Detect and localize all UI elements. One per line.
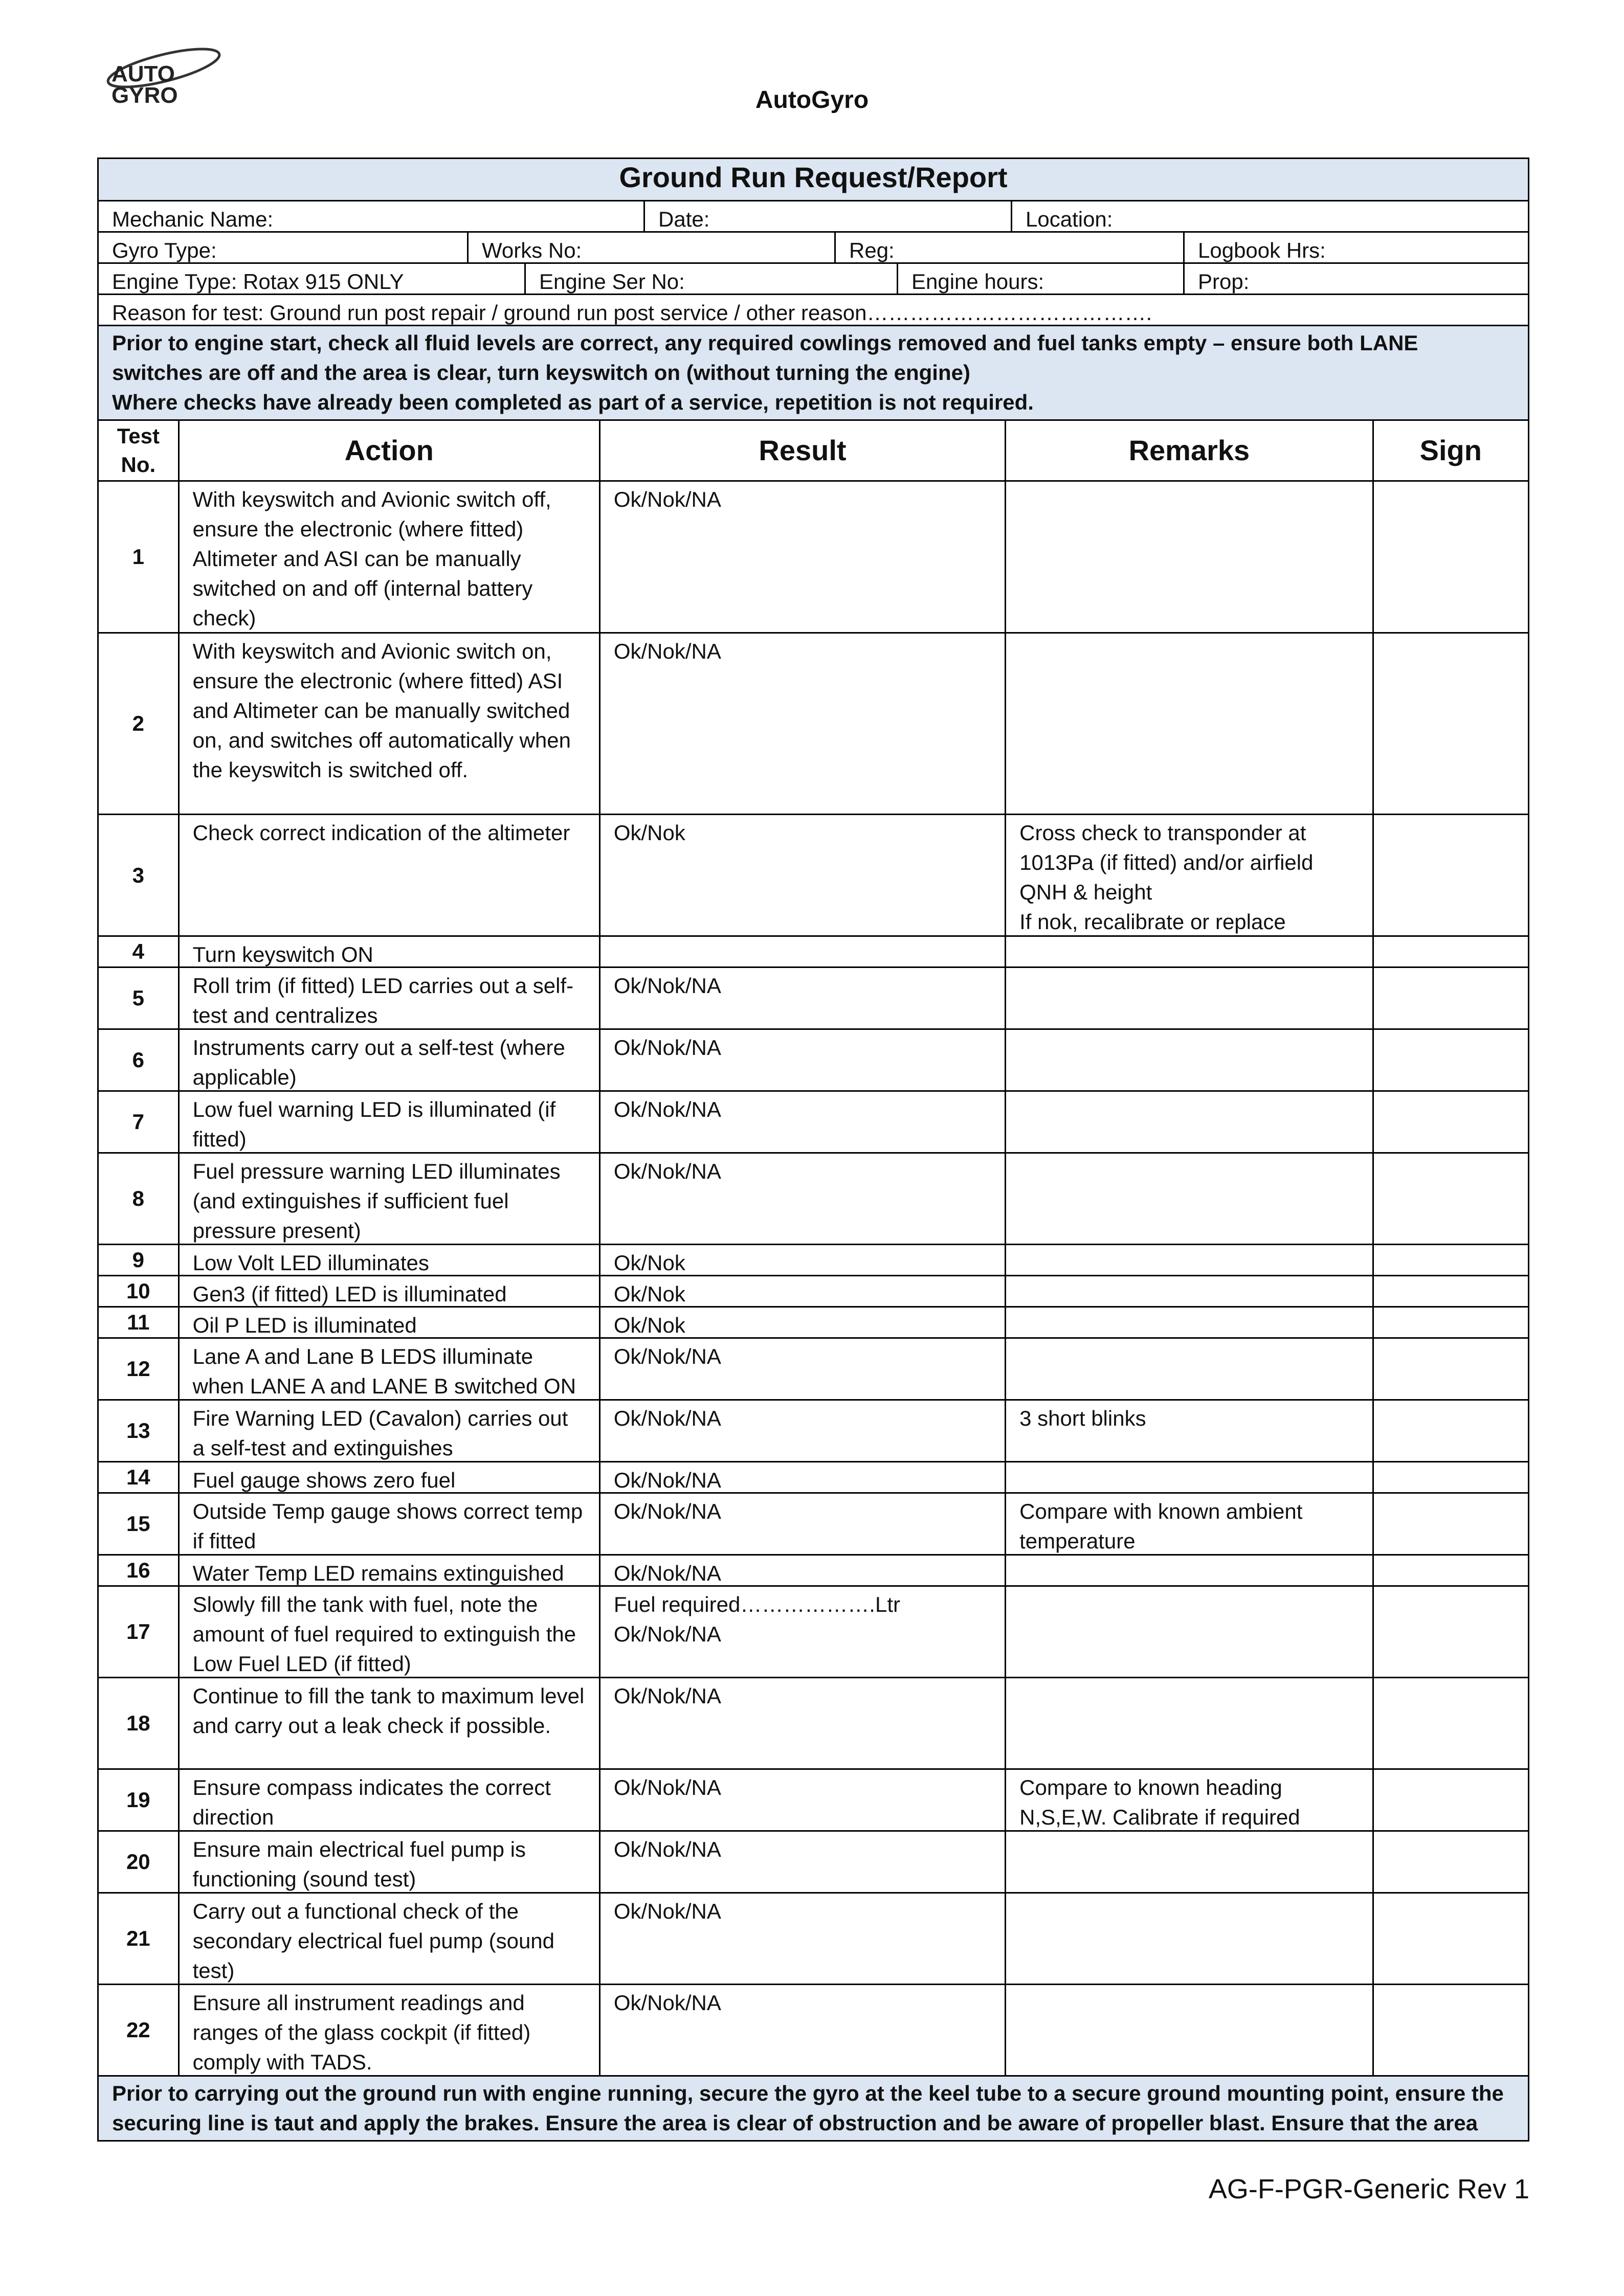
action-cell: Water Temp LED remains extinguished <box>178 1556 599 1585</box>
sign-cell[interactable] <box>1372 1985 1528 2075</box>
result-cell[interactable]: Ok/Nok/NA <box>599 1092 1005 1152</box>
remarks-cell[interactable] <box>1005 482 1372 632</box>
action-cell: Slowly fill the tank with fuel, note the amount of fuel required to extinguish the Low Fuel LED (if fitted) <box>178 1587 599 1677</box>
remarks-cell[interactable] <box>1005 1030 1372 1090</box>
table-row <box>99 1677 1528 1768</box>
result-cell[interactable]: Ok/Nok/NA <box>599 968 1005 1028</box>
test-number: 14 <box>126 1465 150 1489</box>
result-cell[interactable]: Ok/Nok/NA <box>599 1678 1005 1768</box>
sign-cell[interactable] <box>1372 1462 1528 1492</box>
table-row <box>99 1984 1528 2075</box>
engine-type-field[interactable]: Engine Type: Rotax 915 ONLY <box>112 269 404 294</box>
test-number: 11 <box>127 1310 150 1334</box>
action-cell: With keyswitch and Avionic switch off, ensure the electronic (where fitted) Altimeter and ASI can be manually switched on and off (internal battery check) <box>178 482 599 632</box>
remarks-cell[interactable] <box>1005 1894 1372 1984</box>
action-cell: With keyswitch and Avionic switch on, ensure the electronic (where fitted) ASI and Altimeter can be manually switched on, and switches off automatically when the keyswitch is switched off. <box>178 634 599 814</box>
mechanic-name-field[interactable]: Mechanic Name: <box>112 207 274 231</box>
logbook-hrs-field[interactable]: Logbook Hrs: <box>1183 233 1528 262</box>
gyro-type-field[interactable]: Gyro Type: <box>112 238 217 262</box>
remarks-cell[interactable] <box>1005 937 1372 966</box>
sign-cell[interactable] <box>1372 968 1528 1028</box>
prop-field[interactable]: Prop: <box>1183 264 1528 294</box>
action-cell: Low fuel warning LED is illuminated (if fitted) <box>178 1092 599 1152</box>
table-row <box>99 632 1528 814</box>
sign-cell[interactable] <box>1372 634 1528 814</box>
result-cell[interactable]: Ok/Nok <box>599 815 1005 935</box>
test-number: 22 <box>126 2018 150 2042</box>
remarks-cell[interactable] <box>1005 1556 1372 1585</box>
table-row <box>99 1892 1528 1984</box>
action-cell: Fuel gauge shows zero fuel <box>178 1462 599 1492</box>
sign-cell[interactable] <box>1372 1339 1528 1399</box>
table-row <box>99 1090 1528 1152</box>
table-row <box>99 1768 1528 1830</box>
table-row <box>99 1461 1528 1492</box>
test-number: 13 <box>126 1419 150 1443</box>
action-cell: Check correct indication of the altimeter <box>178 815 599 935</box>
test-number: 21 <box>126 1926 150 1950</box>
test-rows <box>99 480 1528 2075</box>
action-header: Action <box>178 421 599 480</box>
result-cell[interactable]: Ok/Nok/NA <box>599 634 1005 814</box>
test-number: 6 <box>132 1048 144 1072</box>
action-cell: Ensure all instrument readings and ranges of the glass cockpit (if fitted) comply with TADS. <box>178 1985 599 2075</box>
table-row <box>99 1399 1528 1461</box>
svg-text:AUTO: AUTO <box>112 61 175 86</box>
result-cell[interactable]: Ok/Nok/NA <box>599 1832 1005 1892</box>
svg-text:GYRO: GYRO <box>112 83 178 108</box>
remarks-cell[interactable] <box>1005 1276 1372 1306</box>
ground-run-form <box>97 157 1529 2142</box>
remarks-cell[interactable]: Compare to known heading N,S,E,W. Calibrate if required <box>1005 1770 1372 1830</box>
action-cell: Fire Warning LED (Cavalon) carries out a self-test and extinguishes <box>178 1401 599 1461</box>
remarks-cell[interactable] <box>1005 1462 1372 1492</box>
action-cell: Carry out a functional check of the secondary electrical fuel pump (sound test) <box>178 1894 599 1984</box>
sign-cell[interactable] <box>1372 1556 1528 1585</box>
remarks-cell[interactable]: Cross check to transponder at 1013Pa (if fitted) and/or airfield QNH & height If nok, recalibrate or replace <box>1005 815 1372 935</box>
pre-start-instruction-text: Prior to engine start, check all fluid levels are correct, any required cowlings removed and fuel tanks empty – ensure both LANE switches are off and the area is clear, turn keyswitch on (without turning the engine) <box>112 331 1418 385</box>
test-number: 9 <box>132 1248 144 1272</box>
result-cell[interactable]: Ok/Nok/NA <box>599 1770 1005 1830</box>
action-cell: Lane A and Lane B LEDS illuminate when LANE A and LANE B switched ON <box>178 1339 599 1399</box>
table-row <box>99 1152 1528 1244</box>
table-row <box>99 1028 1528 1090</box>
sign-cell[interactable] <box>1372 1587 1528 1677</box>
action-cell: Roll trim (if fitted) LED carries out a self-test and centralizes <box>178 968 599 1028</box>
document-reference: AG-F-PGR-Generic Rev 1 <box>1208 2174 1529 2204</box>
remarks-cell[interactable] <box>1005 634 1372 814</box>
table-row <box>99 966 1528 1028</box>
test-number: 17 <box>126 1619 150 1644</box>
table-row <box>99 1244 1528 1275</box>
table-row <box>99 935 1528 966</box>
result-cell[interactable]: Ok/Nok <box>599 1308 1005 1337</box>
ground-run-instructions: Prior to carrying out the ground run with engine running, secure the gyro at the keel tube to a secure ground mounting point, ensure the securing line is taut and apply the brakes. Ensure the area is clear of obstruction and be aware of propeller blast. Ensure that the area <box>99 2077 1528 2140</box>
remarks-cell[interactable] <box>1005 968 1372 1028</box>
remarks-cell[interactable] <box>1005 1092 1372 1152</box>
test-number: 8 <box>132 1186 144 1210</box>
sign-cell[interactable] <box>1372 1770 1528 1830</box>
service-repetition-note: Where checks have already been completed as part of a service, repetition is not required. <box>112 390 1034 414</box>
result-cell[interactable]: Fuel required……………….Ltr Ok/Nok/NA <box>599 1587 1005 1677</box>
remarks-cell[interactable] <box>1005 1308 1372 1337</box>
works-no-field[interactable]: Works No: <box>467 233 834 262</box>
result-cell[interactable]: Ok/Nok/NA <box>599 1556 1005 1585</box>
action-cell: Low Volt LED illuminates <box>178 1245 599 1275</box>
remarks-cell[interactable] <box>1005 1832 1372 1892</box>
test-number: 15 <box>126 1512 150 1536</box>
reg-field[interactable]: Reg: <box>834 233 1183 262</box>
test-number: 5 <box>132 986 144 1010</box>
action-cell: Oil P LED is illuminated <box>178 1308 599 1337</box>
test-number: 16 <box>126 1558 150 1582</box>
result-cell[interactable]: Ok/Nok/NA <box>599 1339 1005 1399</box>
engine-ser-no-field[interactable]: Engine Ser No: <box>524 264 897 294</box>
sign-cell[interactable] <box>1372 1494 1528 1554</box>
test-number: 7 <box>132 1110 144 1134</box>
action-cell: Turn keyswitch ON <box>178 937 599 966</box>
reason-for-test-field[interactable]: Reason for test: Ground run post repair / ground run post service / other reason…………………………………. <box>112 301 1152 325</box>
sign-cell[interactable] <box>1372 1154 1528 1244</box>
test-no-header: Test No. <box>117 424 160 477</box>
result-cell[interactable]: Ok/Nok/NA <box>599 1494 1005 1554</box>
test-number: 12 <box>126 1357 150 1381</box>
remarks-cell[interactable]: 3 short blinks <box>1005 1401 1372 1461</box>
sign-cell[interactable] <box>1372 1245 1528 1275</box>
action-cell: Continue to fill the tank to maximum level and carry out a leak check if possible. <box>178 1678 599 1768</box>
sign-cell[interactable] <box>1372 1092 1528 1152</box>
sign-cell[interactable] <box>1372 1401 1528 1461</box>
table-row <box>99 1585 1528 1677</box>
result-cell[interactable]: Ok/Nok/NA <box>599 1401 1005 1461</box>
result-cell[interactable]: Ok/Nok/NA <box>599 1154 1005 1244</box>
sign-cell[interactable] <box>1372 1894 1528 1984</box>
test-number: 1 <box>132 545 144 569</box>
table-row <box>99 814 1528 935</box>
action-cell: Ensure compass indicates the correct direction <box>178 1770 599 1830</box>
date-field[interactable]: Date: <box>643 201 1011 231</box>
form-title: Ground Run Request/Report <box>99 159 1528 200</box>
action-cell: Outside Temp gauge shows correct temp if fitted <box>178 1494 599 1554</box>
table-row <box>99 1554 1528 1585</box>
action-cell: Instruments carry out a self-test (where applicable) <box>178 1030 599 1090</box>
action-cell: Gen3 (if fitted) LED is illuminated <box>178 1276 599 1306</box>
sign-cell[interactable] <box>1372 1678 1528 1768</box>
company-name: AutoGyro <box>755 86 869 114</box>
pre-start-instructions <box>99 326 1528 419</box>
test-number: 3 <box>132 863 144 887</box>
sign-cell[interactable] <box>1372 1308 1528 1337</box>
table-row <box>99 1337 1528 1399</box>
table-row <box>99 1492 1528 1554</box>
result-cell[interactable]: Ok/Nok/NA <box>599 1985 1005 2075</box>
remarks-cell[interactable] <box>1005 1587 1372 1677</box>
sign-cell[interactable] <box>1372 937 1528 966</box>
result-cell[interactable]: Ok/Nok/NA <box>599 1462 1005 1492</box>
remarks-cell[interactable] <box>1005 1154 1372 1244</box>
result-cell[interactable]: Ok/Nok/NA <box>599 482 1005 632</box>
sign-header: Sign <box>1372 421 1528 480</box>
test-number: 2 <box>132 711 144 735</box>
table-row <box>99 480 1528 632</box>
remarks-cell[interactable] <box>1005 1678 1372 1768</box>
table-row <box>99 1306 1528 1337</box>
sign-cell[interactable] <box>1372 482 1528 632</box>
remarks-cell[interactable] <box>1005 1985 1372 2075</box>
table-row <box>99 1830 1528 1892</box>
test-number: 10 <box>126 1279 150 1303</box>
result-cell[interactable]: Ok/Nok <box>599 1276 1005 1306</box>
action-cell: Ensure main electrical fuel pump is functioning (sound test) <box>178 1832 599 1892</box>
action-cell: Fuel pressure warning LED illuminates (and extinguishes if sufficient fuel pressure present) <box>178 1154 599 1244</box>
remarks-cell[interactable]: Compare with known ambient temperature <box>1005 1494 1372 1554</box>
table-row <box>99 1275 1528 1306</box>
remarks-cell[interactable] <box>1005 1339 1372 1399</box>
test-number: 18 <box>126 1711 150 1735</box>
remarks-header: Remarks <box>1005 421 1372 480</box>
sign-cell[interactable] <box>1372 815 1528 935</box>
result-header: Result <box>599 421 1005 480</box>
result-cell[interactable]: Ok/Nok <box>599 1245 1005 1275</box>
result-cell[interactable]: Ok/Nok/NA <box>599 1030 1005 1090</box>
test-number: 19 <box>126 1788 150 1812</box>
remarks-cell[interactable] <box>1005 1245 1372 1275</box>
engine-hours-field[interactable]: Engine hours: <box>897 264 1183 294</box>
result-cell[interactable] <box>599 937 1005 966</box>
sign-cell[interactable] <box>1372 1832 1528 1892</box>
sign-cell[interactable] <box>1372 1030 1528 1090</box>
sign-cell[interactable] <box>1372 1276 1528 1306</box>
result-cell[interactable]: Ok/Nok/NA <box>599 1894 1005 1984</box>
test-number: 20 <box>126 1850 150 1874</box>
test-number: 4 <box>132 939 144 963</box>
location-field[interactable]: Location: <box>1011 201 1528 231</box>
